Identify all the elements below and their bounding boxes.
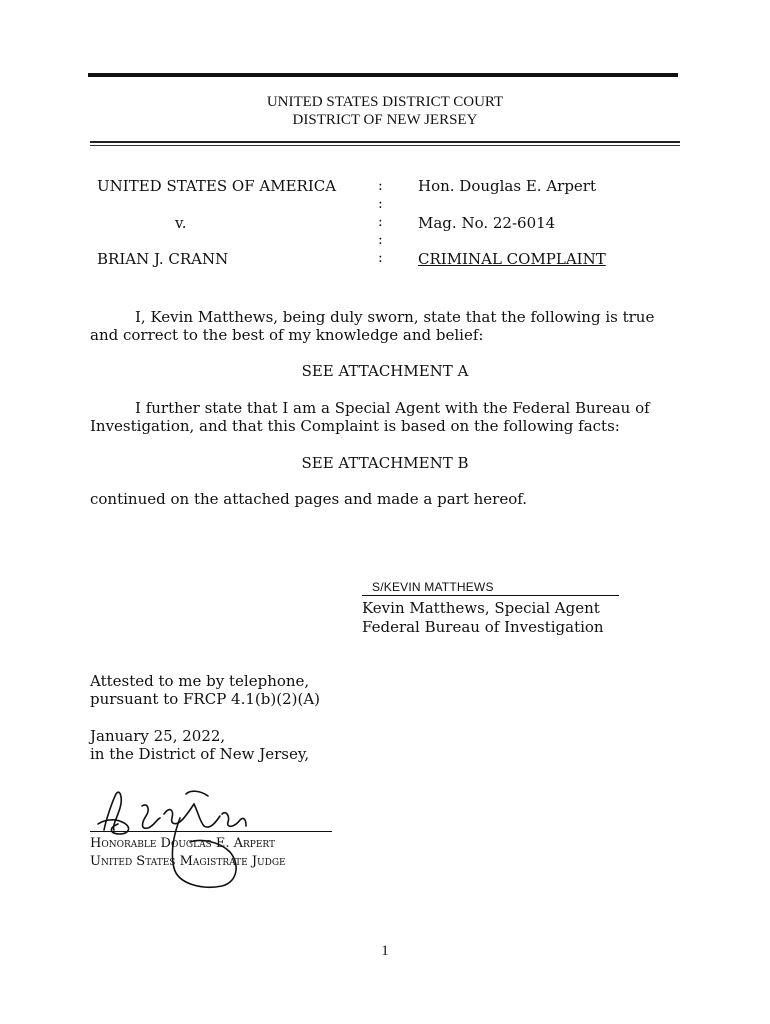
- continued-statement: continued on the attached pages and made a part hereof.: [90, 490, 528, 508]
- judge-title: United States Magistrate Judge: [90, 854, 286, 869]
- affiant-name-title: Kevin Matthews, Special Agent: [362, 599, 600, 617]
- caption-versus: v.: [175, 214, 187, 232]
- attestation-date: January 25, 2022,: [90, 727, 226, 745]
- court-name: UNITED STATES DISTRICT COURT: [266, 94, 504, 110]
- caption-colon: :: [378, 232, 383, 248]
- caption-judge: Hon. Douglas E. Arpert: [418, 177, 597, 195]
- page-number: 1: [381, 943, 389, 959]
- agent-statement-paragraph: I further state that I am a Special Agent with the Federal Bureau of Investigation, and that this Complaint is based on the following facts:: [90, 399, 650, 435]
- header-double-rule-1: [90, 141, 680, 143]
- attachment-b-reference: SEE ATTACHMENT B: [301, 454, 469, 472]
- affiant-signature-line: [362, 595, 619, 596]
- affiant-agency: Federal Bureau of Investigation: [362, 618, 604, 636]
- header-double-rule-2: [90, 145, 680, 146]
- attestation-line-1: Attested to me by telephone,: [90, 672, 310, 690]
- caption-plaintiff: UNITED STATES OF AMERICA: [97, 177, 337, 195]
- judge-name: Honorable Douglas E. Arpert: [90, 836, 276, 851]
- court-district: DISTRICT OF NEW JERSEY: [292, 112, 478, 128]
- attachment-a-reference: SEE ATTACHMENT A: [301, 362, 469, 380]
- judge-signature-line: [90, 831, 332, 832]
- caption-colon: :: [378, 250, 383, 266]
- caption-colon: :: [378, 178, 383, 194]
- caption-colon: :: [378, 214, 383, 230]
- caption-document-type: CRIMINAL COMPLAINT: [418, 250, 606, 268]
- caption-defendant: BRIAN J. CRANN: [97, 250, 229, 268]
- top-rule: [88, 73, 678, 77]
- attestation-line-2: pursuant to FRCP 4.1(b)(2)(A): [90, 690, 321, 708]
- caption-mag-number: Mag. No. 22-6014: [418, 214, 556, 232]
- attestation-place: in the District of New Jersey,: [90, 745, 310, 763]
- sworn-statement-paragraph: I, Kevin Matthews, being duly sworn, state that the following is true and correct to the best of my knowledge and belief:: [90, 308, 655, 344]
- affiant-typed-signature: S/KEVIN MATTHEWS: [372, 580, 494, 594]
- caption-colon: :: [378, 196, 383, 212]
